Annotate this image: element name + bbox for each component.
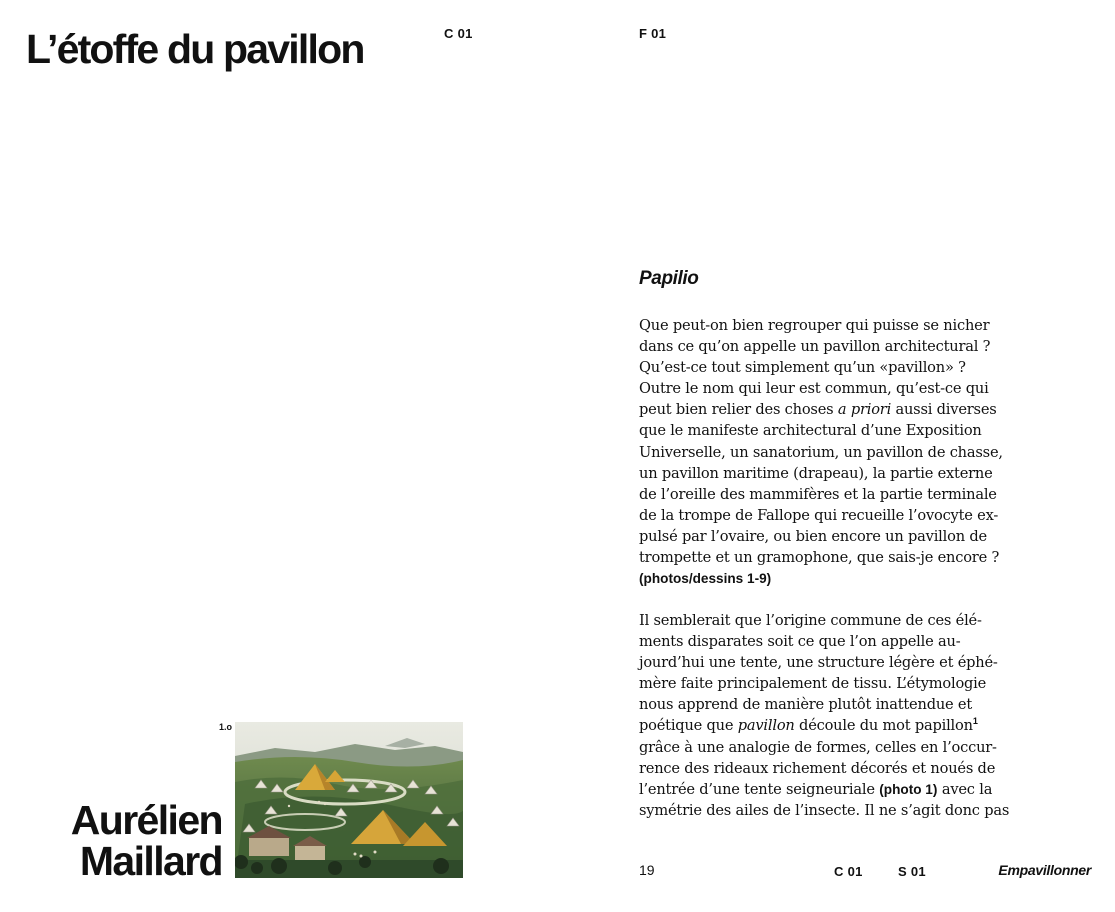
emphasis-a-priori: a priori <box>837 401 892 419</box>
paragraph-line: Universelle, un sanatorium, un pavillon de chasse, <box>639 443 1003 461</box>
paragraph-line: dans ce qu’on appelle un pavillon architectural ? <box>639 338 991 356</box>
paragraph-line: de l’oreille des mammifères et la partie terminale <box>639 485 997 503</box>
paragraph-line: pulsé par l’ovaire, ou bien encore un pavillon de <box>639 527 987 545</box>
chapter-code: C 01 <box>444 26 473 41</box>
figure-label: 1.o <box>219 722 233 732</box>
text-segment: découle du mot papillon <box>794 717 973 735</box>
footer-chapter-code: C 01 <box>834 864 863 879</box>
paragraph-line <box>639 715 1069 736</box>
paragraph-line <box>639 399 1069 420</box>
paragraph-line <box>639 779 1069 800</box>
emphasis-pavillon: pavillon <box>737 717 795 735</box>
text-segment: peut bien relier des choses <box>639 401 838 419</box>
paragraph-line: de la trompe de Fallope qui recueille l’ovocyte ex- <box>639 506 999 524</box>
folio-code: F 01 <box>639 26 667 41</box>
book-title: Empavillonner <box>998 862 1091 878</box>
paragraph-line: Que peut-on bien regrouper qui puisse se nicher <box>639 317 990 334</box>
paragraph-line: nous apprend de manière plutôt inattendue et <box>639 696 973 714</box>
paragraph-line: mère faite principalement de tissu. L’étymologie <box>639 675 987 693</box>
footnote-marker[interactable]: 1 <box>972 716 978 727</box>
text-segment: aussi diverses <box>891 401 997 419</box>
paragraph-line: jourd’hui une tente, une structure légère et éphé- <box>639 654 998 672</box>
author-first-name: Aurélien <box>70 797 222 843</box>
paragraph-line: trompette et un gramophone, que sais-je encore ? <box>639 549 1000 567</box>
author-name <box>26 797 222 884</box>
photo-reference: (photos/dessins 1-9) <box>639 571 772 587</box>
paragraph-line: rence des rideaux richement décorés et noués de <box>639 759 996 777</box>
section-heading: Papilio <box>639 268 699 289</box>
paragraph-2 <box>639 610 1069 821</box>
chapter-title: L’étoffe du pavillon <box>26 26 364 72</box>
paragraph-line: Outre le nom qui leur est commun, qu’est-ce qui <box>639 380 989 398</box>
page-number: 19 <box>639 862 655 878</box>
paragraph-line: Qu’est-ce tout simplement qu’un «pavillon» ? <box>639 359 966 377</box>
painting-tent-camp-icon <box>235 722 463 878</box>
photo-reference: (photo 1) <box>879 781 938 797</box>
footer-section-code: S 01 <box>898 864 926 879</box>
paragraph-line: que le manifeste architectural d’une Exposition <box>639 422 982 440</box>
text-segment: l’entrée d’une tente seigneuriale <box>639 780 880 798</box>
paragraph-1 <box>639 315 1069 589</box>
text-segment: avec la <box>937 780 993 798</box>
paragraph-line: Il semblerait que l’origine commune de ces élé- <box>639 612 982 629</box>
paragraph-line: ments disparates soit ce que l’on appelle au- <box>639 633 961 651</box>
text-segment: poétique que <box>639 717 738 735</box>
paragraph-line: un pavillon maritime (drapeau), la partie externe <box>639 464 993 482</box>
author-last-name: Maillard <box>79 838 222 884</box>
paragraph-line: symétrie des ailes de l’insecte. Il ne s’agit donc pas <box>639 801 1010 819</box>
paragraph-line: grâce à une analogie de formes, celles en l’occur- <box>639 738 997 756</box>
